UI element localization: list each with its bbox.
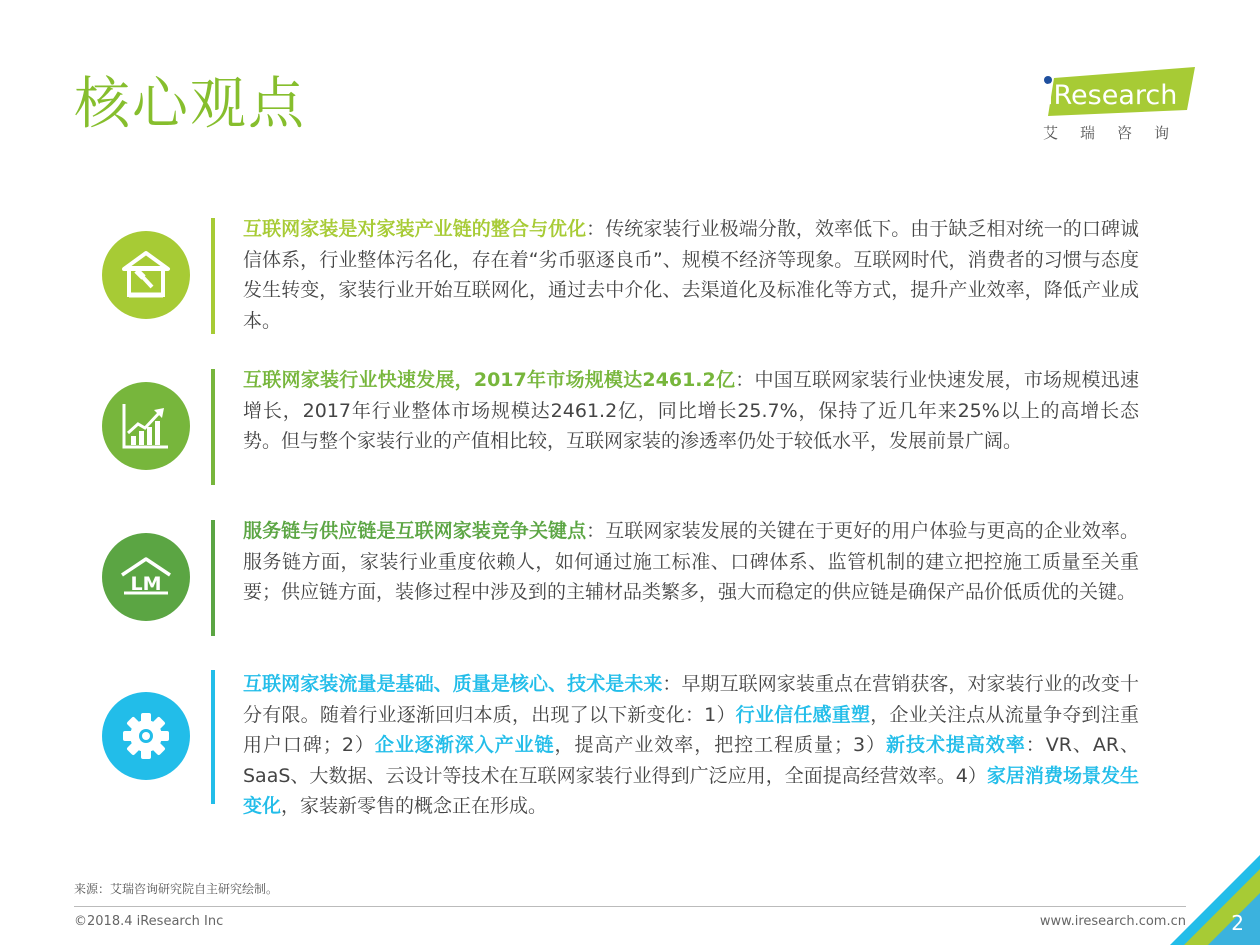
highlight-phrase: 企业逐渐深入产业链 <box>374 734 555 756</box>
body-text: ：传统家装行业极端分散，效率低下。由于缺乏相对统一的口碑诚信体系，行业整体污名化，存在着“劣币驱逐良币”、规模不经济等现象。互联网时代，消费者的习惯与态度发生转变，家装行业开始互联网化，通过去中介化、去渠道化及标准化等方式，提升产业效率，降低产业成本。 <box>243 218 1139 332</box>
svg-text:LM: LM <box>130 573 162 595</box>
gear-icon <box>120 710 172 762</box>
body-text: ：互联网家装发展的关键在于更好的用户体验与更高的企业效率。服务链方面，家装行业重度依赖人，如何通过施工标准、口碑体系、监管机制的建立把控施工质量至关重要；供应链方面，装修过程中涉及到的主辅材品类繁多，强大而稳定的供应链是确保产品价低质优的关键。 <box>243 520 1139 603</box>
highlight-phrase: 新技术提高效率 <box>886 734 1026 756</box>
body-text: ：中国互联网家装行业快速发展，市场规模迅速增长，2017年行业整体市场规模达2461.2亿，同比增长25.7%，保持了近几年来25%以上的高增长态势。但与整个家装行业的产值相比较，互联网家装的渗透率仍处于较低水平，发展前景广阔。 <box>243 369 1139 452</box>
copyright: ©2018.4 iResearch Inc <box>74 914 224 929</box>
point-3-accent-bar <box>211 520 215 636</box>
point-1-accent-bar <box>211 218 215 334</box>
point-2-text <box>243 365 1139 457</box>
body-text: ：VR、AR、SaaS、大数据、云设计等技术在互联网家装行业得到广泛应用，全面提高经营效率。4） <box>243 734 1139 787</box>
body-text: ，企业关注点从流量争夺到注重用户口碑；2） <box>243 703 1139 756</box>
footer-divider <box>74 906 1186 907</box>
highlight-phrase: 互联网家装流量是基础、质量是核心、技术是未来 <box>243 673 663 695</box>
point-1-text <box>243 214 1139 336</box>
highlight-phrase: 互联网家装是对家装产业链的整合与优化 <box>243 218 587 240</box>
highlight-phrase: 家居消费场景发生变化 <box>243 764 1139 817</box>
point-1-icon-badge <box>102 231 190 319</box>
point-4-icon-badge <box>102 692 190 780</box>
point-4-text <box>243 669 1139 822</box>
corner-decoration <box>1170 855 1260 945</box>
point-3-icon-badge <box>102 533 190 621</box>
body-text: ，家装新零售的概念正在形成。 <box>281 795 548 817</box>
page-number: 2 <box>1231 911 1244 935</box>
house-hammer-icon <box>120 249 172 301</box>
logo-subtitle: 艾瑞咨询 <box>1043 124 1192 142</box>
source-note: 来源：艾瑞咨询研究院自主研究绘制。 <box>74 882 279 896</box>
market-house-icon <box>118 551 174 603</box>
logo-badge <box>1040 64 1200 124</box>
logo-wordmark: iResearch <box>1046 80 1178 111</box>
highlight-phrase: 服务链与供应链是互联网家装竞争关键点 <box>243 520 587 542</box>
point-3-text <box>243 516 1139 608</box>
website-url: www.iresearch.com.cn <box>1039 914 1186 929</box>
body-text: ，提高产业效率，把控工程质量；3） <box>554 734 886 756</box>
growth-chart-icon <box>120 400 172 452</box>
point-2-icon-badge <box>102 382 190 470</box>
point-4-accent-bar <box>211 670 215 804</box>
point-2-accent-bar <box>211 369 215 485</box>
page-title: 核心观点 <box>74 72 306 137</box>
highlight-phrase: 互联网家装行业快速发展，2017年市场规模达2461.2亿 <box>243 369 736 391</box>
highlight-phrase: 行业信任感重塑 <box>735 703 871 726</box>
body-text: ：早期互联网家装重点在营销获客，对家装行业的改变十分有限。随着行业逐渐回归本质，出现了以下新变化：1） <box>243 673 1139 726</box>
